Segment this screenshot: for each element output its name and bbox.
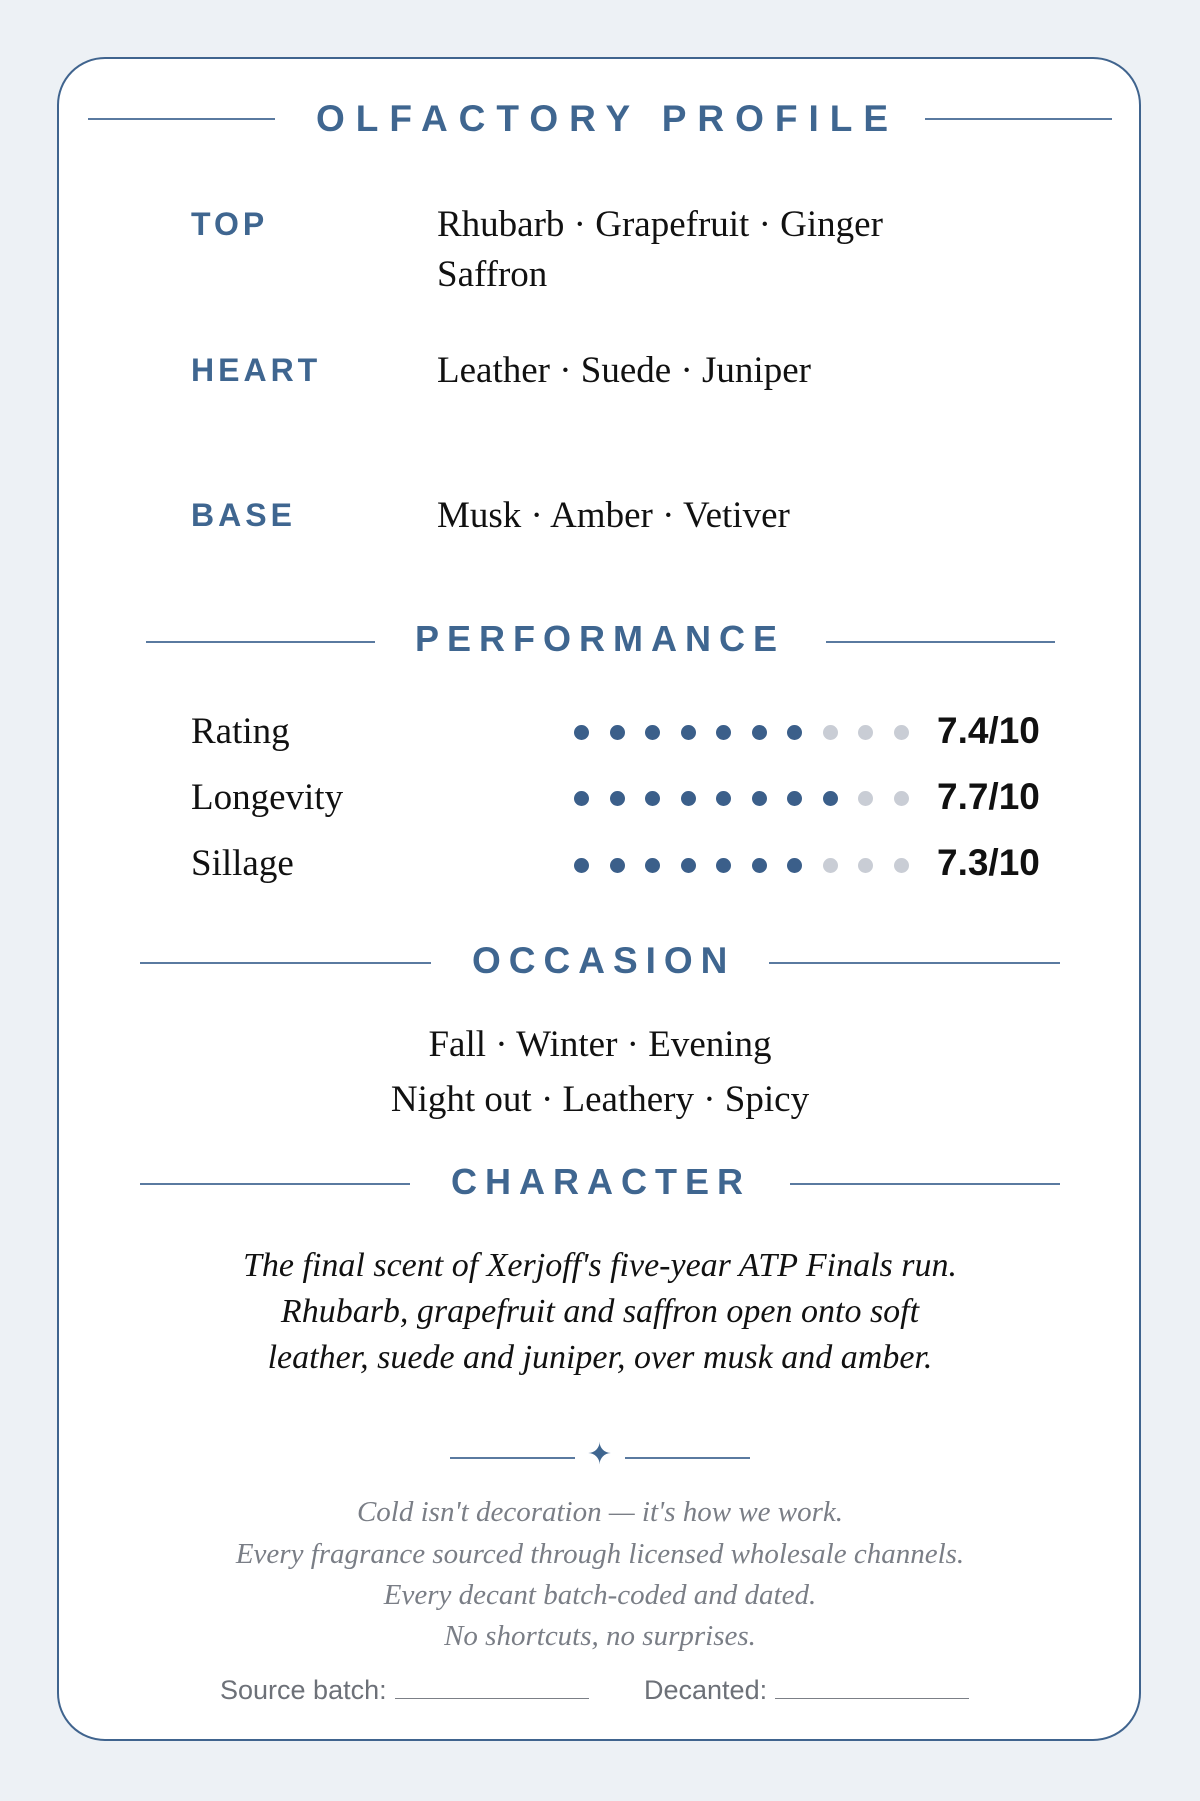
occasion-line-2: Night out · Leathery · Spicy xyxy=(390,1079,810,1120)
dot-filled xyxy=(610,725,625,740)
dot-empty xyxy=(894,858,909,873)
longevity-dots xyxy=(574,791,929,806)
dot-empty xyxy=(894,725,909,740)
perf-label-longevity: Longevity xyxy=(191,777,344,818)
rating-dots xyxy=(574,725,929,740)
dot-empty xyxy=(858,791,873,806)
heading-rule-left xyxy=(140,1183,410,1185)
dot-filled xyxy=(574,858,589,873)
dot-empty xyxy=(858,725,873,740)
source-batch-label: Source batch: xyxy=(220,1675,387,1705)
rating-score: 7.4/10 xyxy=(937,710,1040,751)
dot-filled xyxy=(574,791,589,806)
dot-filled xyxy=(823,791,838,806)
dot-filled xyxy=(681,791,696,806)
dot-filled xyxy=(681,858,696,873)
occasion-heading: OCCASION xyxy=(472,940,736,981)
source-batch-blank xyxy=(395,1676,589,1699)
dot-filled xyxy=(681,725,696,740)
perf-label-rating: Rating xyxy=(191,711,290,752)
note-label-heart: HEART xyxy=(191,352,322,388)
olfactory-heading: OLFACTORY PROFILE xyxy=(316,98,900,139)
footer-line-1: Cold isn't decoration — it's how we work. xyxy=(356,1496,844,1528)
dot-empty xyxy=(858,858,873,873)
dot-filled xyxy=(574,725,589,740)
heading-rule-right xyxy=(925,118,1112,120)
dot-filled xyxy=(787,725,802,740)
dot-filled xyxy=(610,858,625,873)
dot-filled xyxy=(610,791,625,806)
divider-rule-right xyxy=(625,1457,750,1459)
dot-filled xyxy=(716,791,731,806)
dot-filled xyxy=(752,791,767,806)
longevity-score: 7.7/10 xyxy=(937,776,1040,817)
heading-rule-left xyxy=(140,962,431,964)
dot-empty xyxy=(823,725,838,740)
dot-filled xyxy=(752,725,767,740)
perf-label-sillage: Sillage xyxy=(191,843,294,884)
note-label-base: BASE xyxy=(191,497,296,533)
note-value-top-1: Rhubarb · Grapefruit · Ginger xyxy=(437,204,883,245)
dot-filled xyxy=(645,725,660,740)
sillage-score: 7.3/10 xyxy=(937,842,1040,883)
heading-rule-right xyxy=(790,1183,1060,1185)
decanted-blank xyxy=(775,1676,969,1699)
dot-empty xyxy=(894,791,909,806)
dot-empty xyxy=(823,858,838,873)
dot-filled xyxy=(716,725,731,740)
sillage-dots xyxy=(574,858,929,873)
character-heading: CHARACTER xyxy=(451,1161,751,1202)
occasion-line-1: Fall · Winter · Evening xyxy=(428,1024,772,1065)
heading-rule-right xyxy=(769,962,1060,964)
dot-filled xyxy=(645,858,660,873)
dot-filled xyxy=(787,858,802,873)
performance-heading: PERFORMANCE xyxy=(415,618,786,659)
decanted-field xyxy=(644,1675,969,1706)
decanted-label: Decanted: xyxy=(644,1675,768,1705)
divider-rule-left xyxy=(450,1457,575,1459)
note-value-heart: Leather · Suede · Juniper xyxy=(437,350,811,391)
four-point-star-icon: ✦ xyxy=(587,1437,613,1472)
source-batch-field xyxy=(220,1675,589,1706)
footer-line-2: Every fragrance sourced through licensed wholesale channels. xyxy=(235,1538,965,1570)
dot-filled xyxy=(716,858,731,873)
dot-filled xyxy=(645,791,660,806)
footer-line-3: Every decant batch-coded and dated. xyxy=(383,1579,817,1611)
fragrance-card xyxy=(57,57,1141,1741)
note-value-top-2: Saffron xyxy=(437,254,548,295)
character-line-3: leather, suede and juniper, over musk and amber. xyxy=(267,1339,933,1376)
note-value-base: Musk · Amber · Vetiver xyxy=(437,495,790,536)
note-label-top: TOP xyxy=(191,206,269,242)
character-line-2: Rhubarb, grapefruit and saffron open onto soft xyxy=(280,1293,920,1330)
heading-rule-right xyxy=(826,641,1055,643)
dot-filled xyxy=(787,791,802,806)
footer-line-4: No shortcuts, no surprises. xyxy=(444,1620,756,1652)
heading-rule-left xyxy=(146,641,375,643)
character-line-1: The final scent of Xerjoff's five-year ATP Finals run. xyxy=(243,1247,957,1284)
dot-filled xyxy=(752,858,767,873)
heading-rule-left xyxy=(88,118,275,120)
